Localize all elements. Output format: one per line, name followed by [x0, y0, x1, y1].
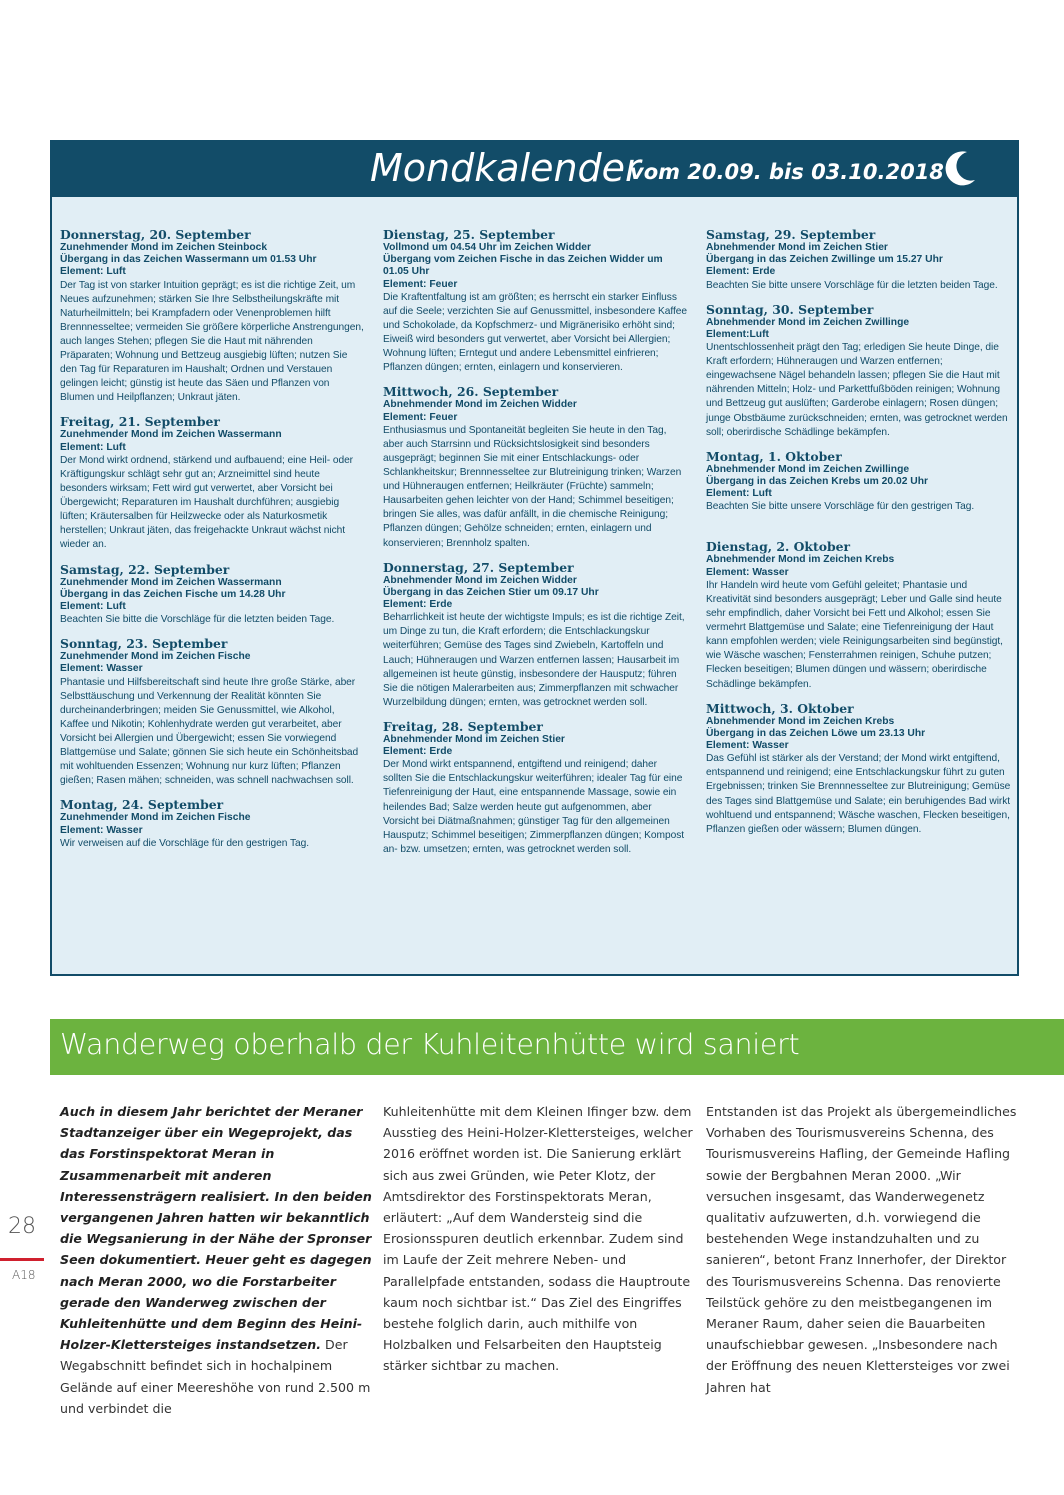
article-column-1	[60, 1101, 372, 1419]
moon-column-1	[60, 228, 365, 861]
moon-entry-day: Mittwoch, 3. Oktober	[706, 700, 854, 716]
article-lead: Auch in diesem Jahr berichtet der Meraner Stadtanzeiger über ein Wegeprojekt, das das Forstinspektorat Meran in Zusammenarbeit mit anderen Interessensträgern realisiert. In den beiden vergangenen Jahren hatten wir bekanntlich die Wegsanierung in der Nähe der Spronser Seen dokumentiert. Heuer geht es dagegen nach Meran 2000, wo die Forstarbeiter gerade den Wanderweg zwischen der Kuhleitenhütte und dem Beginn des Heini-Holzer-Klettersteiges instandsetzen.	[60, 1104, 372, 1353]
moon-entry-day: Sonntag, 23. September	[60, 636, 228, 652]
article-body-2: Kuhleitenhütte mit dem Kleinen Ifinger bzw. dem Ausstieg des Heini-Holzer-Klettersteiges, welcher 2016 eröffnet worden ist. Die Sanierung erklärt sich aus zwei Gründen, wie Peter Klotz, der Amtsdirektor des Forstinspektorats Meran, erläutert: „Auf dem Wandersteig sind die Erosionsspuren deutlich erkennbar. Zudem sind im Laufe der Zeit mehrere Neben- und Parallelpfade entstanden, sodass die Hauptroute kaum noch sichtbar ist.“ Das Ziel des Eingriffes bestehe folglich darin, auch mithilfe von Holzbalken und Felsarbeiten den Hauptsteig stärker sichtbar zu machen.	[383, 1104, 693, 1374]
page-number-rule	[0, 1258, 44, 1261]
moon-entry-text: Das Gefühl ist stärker als der Verstand; der Mond wirkt entgiftend, entspannend und reinigend; eine Entschlackungskur führt zu guten Ergebnissen; trinken Sie Brennnesseltee zur Blutreinigung; Gemüse des Tages sind Blattgemüse und Salate; ein beruhigendes Bad wirkt wohltuend und entspannend; Wäsche waschen, Flecken beseitigen, Pflanzen gießen oder wässern; Blumen düngen.	[706, 753, 1011, 835]
moon-entry-info: Übergang in das Zeichen Löwe um 23.13 Uhr	[706, 727, 926, 739]
moon-entry	[706, 228, 1011, 293]
moon-entry-day: Mittwoch, 26. September	[383, 384, 559, 400]
article-body-3: Entstanden ist das Projekt als übergemeindliches Vorhaben des Tourismusvereins Schenna, des Tourismusvereins Hafling, der Gemeinde Hafling sowie der Bergbahnen Meran 2000. „Wir versuchen insgesamt, das Wanderwegenetz qualitativ aufzuwerten, d.h. vorwiegend die bestehenden Wege instandzuhalten und zu sanieren“, betont Franz Innerhofer, der Direktor des Tourismusvereins Schenna. Das renovierte Teilstück gehöre zu den meistbegangenen im Meraner Raum, daher seien die Bauarbeiten unaufschiebbar gewesen. „Insbesondere nach der Eröffnung des neuen Klettersteiges vor zwei Jahren hat	[706, 1104, 1017, 1395]
moon-entry-info: Element: Wasser	[60, 824, 143, 836]
moon-entry-info: Element: Wasser	[60, 663, 143, 675]
moon-entry-info: Zunehmender Mond im Zeichen Steinbock	[60, 242, 268, 253]
moon-entry-info: Abnehmender Mond im Zeichen Zwillinge	[706, 316, 910, 328]
moon-column-3	[706, 228, 1011, 847]
moon-entry-day: Freitag, 28. September	[383, 718, 543, 734]
crescent-moon-icon	[937, 146, 981, 190]
moon-column-2	[383, 228, 688, 867]
moon-entry-info: Übergang in das Zeichen Fische um 14.28 Uhr	[60, 588, 286, 600]
page-code: A18	[12, 1268, 36, 1282]
moon-entry-info: Element: Feuer	[383, 278, 458, 290]
moon-entry	[383, 561, 688, 710]
moon-entry-text: Der Tag ist von starker Intuition geprägt; es ist die richtige Zeit, um Neues aufzunehmen; stärken Sie Ihre Selbstheilungskräfte mit Naturheilmitteln; bei Krampfadern oder Venenproblemen hilft Brennnesseltee; vermeiden Sie größere körperliche Anstrengungen, auch langes Stehen; pflegen Sie die Haut mit nährenden Präparaten; Wohnung und Bettzeug ausgiebig lüften; nutzen Sie den Tag für Reparaturen im Haushalt; Ordnen und Verstauen gelingen leicht; günstig ist heute das Säen und Pflanzen von Blumen und Heilpflanzen; Unkraut jäten.	[60, 279, 364, 404]
moon-calendar-title: Mondkalender	[370, 146, 641, 190]
moon-entry-info: Element: Luft	[60, 266, 126, 278]
moon-entry	[706, 540, 1011, 691]
moon-entry-day: Montag, 24. September	[60, 797, 224, 813]
moon-entry	[706, 702, 1011, 837]
moon-entry-text: Beachten Sie bitte unsere Vorschläge für den gestrigen Tag.	[706, 501, 975, 513]
article-column-3	[706, 1101, 1022, 1398]
article-body-1: Der Wegabschnitt befindet sich in hochalpinem Gelände auf einer Meereshöhe von rund 2.500 m und verbindet die	[60, 1337, 371, 1416]
moon-entry-info: Abnehmender Mond im Zeichen Zwillinge	[706, 463, 910, 475]
moon-entry-text: Beachten Sie bitte unsere Vorschläge für die letzten beiden Tage.	[706, 279, 998, 291]
moon-entry-info: Abnehmender Mond im Zeichen Stier	[706, 242, 888, 253]
moon-entry-day: Dienstag, 2. Oktober	[706, 539, 851, 555]
moon-entry-info: Zunehmender Mond im Zeichen Wassermann	[60, 429, 282, 441]
moon-entry-day: Montag, 1. Oktober	[706, 448, 842, 464]
moon-entry-info: Element: Erde	[383, 599, 453, 611]
moon-entry-info: Element: Luft	[60, 600, 126, 612]
moon-entry-info: Element: Wasser	[706, 566, 789, 578]
moon-entry-text: Der Mond wirkt ordnend, stärkend und aufbauend; eine Heil- oder Kräftigungskur schlägt sehr gut an; Arzneimittel sind heute besonders wirksam; Fett wird gut verwertet, aber Vorsicht bei Übergewicht; Reparaturen im Haushalt durchführen; ausgiebig lüften; Kräutersalben für Heilzwecke oder als Naturkosmetik herstellen; Unkraut jäten, das freigehackte Unkraut wächst nicht wieder an.	[60, 454, 354, 551]
moon-entry-info: Zunehmender Mond im Zeichen Wassermann	[60, 576, 282, 588]
moon-entry-day: Freitag, 21. September	[60, 414, 220, 430]
moon-entry-day: Samstag, 29. September	[706, 227, 876, 242]
moon-entry	[60, 563, 365, 628]
moon-calendar-dates: vom 20.09. bis 03.10.2018	[630, 160, 944, 184]
moon-entry	[383, 228, 688, 375]
moon-entry-info: Übergang in das Zeichen Krebs um 20.02 Uhr	[706, 475, 929, 487]
moon-entry-text: Unentschlossenheit prägt den Tag; erledigen Sie heute Dinge, die Kraft erfordern; Hühneraugen und Warzen entfernen; eingewachsene Nägel behandeln lassen; pflegen Sie die Haut mit nährenden Mitteln; Holz- und Parkettfußböden reinigen; Wohnung und Bettzeug gut auslüften; Garderobe einlagern; Rosen düngen; junge Obstbäume zurückschneiden; ernten, was getrocknet werden soll; oberirdische Schädlinge bekämpfen.	[706, 342, 1008, 438]
moon-entry-info: Abnehmender Mond im Zeichen Krebs	[706, 715, 895, 727]
moon-entry-info: Element: Erde	[706, 266, 776, 278]
moon-entry	[60, 798, 365, 851]
moon-entry	[706, 450, 1011, 515]
moon-entry-text: Der Mond wirkt entspannend, entgiftend und reinigend; daher sollten Sie die Entschlackungskur weiterführen; idealer Tag für eine Tiefenreinigung der Haut, eine entspannende Massage, sowie ein heilendes Bad; Salze werden heute gut aufgenommen, aber Vorsicht bei Diätmaßnahmen; günstiger Tag für den allgemeinen Hausputz; Schimmel beseitigen; Zimmerpflanzen düngen; Kompost an- bzw. umsetzen; ernten, was getrocknet werden soll.	[383, 759, 685, 855]
moon-entry-day: Samstag, 22. September	[60, 561, 230, 577]
moon-entry-info: Zunehmender Mond im Zeichen Fische	[60, 651, 251, 663]
moon-calendar-header	[52, 142, 1017, 197]
moon-entry-info: Vollmond um 04.54 Uhr im Zeichen Widder	[383, 242, 591, 253]
moon-calendar-box	[50, 140, 1019, 976]
moon-entry-info: Element: Wasser	[706, 740, 789, 752]
moon-entry-text: Enthusiasmus und Spontaneität begleiten Sie heute in den Tag, aber auch Starrsinn und Rücksichtslosigkeit sind besonders ausgeprägt; beginnen Sie mit einer Entschlackungs- oder Schlankheitskur; Brennnesseltee zur Blutreinigung trinken; Warzen und Hühneraugen entfernen; Heilkräuter (Früchte) sammeln; Hausarbeiten gehen leichter von der Hand; Schimmel beseitigen; bringen Sie alles, was dafür anfällt, in die chemische Reinigung; Pflanzen düngen; Gehölze schneiden; ernten, einlagern und konservieren; Brennholz spalten.	[383, 424, 682, 549]
moon-entry-text: Wir verweisen auf die Vorschläge für den gestrigen Tag.	[60, 837, 310, 849]
moon-entry-info: Abnehmender Mond im Zeichen Widder	[383, 574, 577, 586]
moon-entry	[60, 637, 365, 788]
moon-entry-info: Zunehmender Mond im Zeichen Fische	[60, 812, 251, 824]
moon-entry	[383, 720, 688, 857]
moon-entry-info: Element:Luft	[706, 328, 769, 340]
moon-entry-text: Beachten Sie bitte die Vorschläge für die letzten beiden Tage.	[60, 614, 335, 626]
moon-entry-text: Die Kraftentfaltung ist am größten; es herrscht ein starker Einfluss auf die Seele; verzichten Sie auf Genussmittel, insbesondere Kaffee und Schokolade, da Kopfschmerz- und Migränerisiko erhöht sind; Eiweiß wird besonders gut verwertet, aber Vorsicht bei Allergien; Wohnung lüften; Erntegut und andere Lebensmittel einfrieren; Pflanzen düngen; ernten, einlagern und konservieren.	[383, 291, 687, 374]
page-number: 28	[8, 1214, 36, 1239]
moon-entry-info: Element: Luft	[60, 441, 126, 453]
moon-entry-info: Übergang vom Zeichen Fische in das Zeichen Widder um 01.05 Uhr	[383, 254, 663, 278]
moon-entry-text: Phantasie und Hilfsbereitschaft sind heute Ihre große Stärke, aber Selbsttäuschung und Verkennung der Realität könnten Sie durcheinanderbringen; meiden Sie Genussmittel, wie Alkohol, Kaffee und Nikotin; Kohlenhydrate werden gut verarbeitet, aber Vorsicht bei Allergien und Übergewicht; essen Sie vorwiegend Blattgemüse und Salate; gönnen Sie sich heute ein Schönheitsbad mit wohltuenden Essenzen; Wohnung nur kurz lüften; Pflanzen gießen; Rasen mähen; schneiden, was schnell nachwachsen soll.	[60, 676, 359, 787]
moon-entry-info: Element: Erde	[383, 746, 453, 758]
moon-entry-day: Dienstag, 25. September	[383, 227, 555, 242]
moon-entry-info: Abnehmender Mond im Zeichen Widder	[383, 399, 577, 411]
moon-entry-info: Element: Luft	[706, 488, 772, 500]
moon-entry-day: Donnerstag, 27. September	[383, 559, 574, 575]
moon-entry-text: Ihr Handeln wird heute vom Gefühl geleitet; Phantasie und Kreativität sind besonders ausgeprägt; Leber und Galle sind heute sehr empfindlich, daher Vorsicht bei Fett und Alkohol; essen Sie vermehrt Blattgemüse und Salate; eine Tiefenreinigung der Haut kann empfohlen werden; viele Reinigungsarbeiten sind begünstigt, wie Wäsche waschen; Fensterrahmen reinigen, Schuhe putzen; Flecken beseitigen; Blumen düngen und wässern; oberirdische Schädlinge bekämpfen.	[706, 579, 1003, 690]
article-column-2	[383, 1101, 699, 1377]
moon-entry-info: Abnehmender Mond im Zeichen Krebs	[706, 554, 895, 566]
article-banner	[50, 1019, 1064, 1075]
moon-entry-day: Donnerstag, 20. September	[60, 227, 251, 242]
moon-entry-info: Übergang in das Zeichen Stier um 09.17 Uhr	[383, 586, 599, 598]
moon-entry-info: Abnehmender Mond im Zeichen Stier	[383, 733, 565, 745]
moon-entry-info: Element: Feuer	[383, 411, 458, 423]
moon-entry-info: Übergang in das Zeichen Zwillinge um 15.27 Uhr	[706, 254, 943, 266]
article-title: Wanderweg oberhalb der Kuhleitenhütte wird saniert	[60, 1028, 800, 1061]
moon-entry	[706, 303, 1011, 440]
moon-entry-text: Beharrlichkeit ist heute der wichtigste Impuls; es ist die richtige Zeit, um Dinge zu tun, die Kraft erfordern; die Entschlackungskur weiterführen; Gemüse des Tages sind Zwiebeln, Kartoffeln und Lauch; Hühneraugen und Warzen entfernen lassen; Hausarbeit im allgemeinen ist heute günstig, insbesondere der Hausputz; führen Sie die nötigen Malerarbeiten aus; Zimmerpflanzen mit schwacher Wurzelbildung düngen; ernten, was getrocknet werden soll.	[383, 612, 685, 708]
moon-entry-day: Sonntag, 30. September	[706, 301, 874, 317]
moon-entry	[383, 385, 688, 550]
moon-entry	[60, 228, 365, 405]
moon-entry-info: Übergang in das Zeichen Wassermann um 01.53 Uhr	[60, 254, 317, 266]
moon-entry	[60, 415, 365, 552]
